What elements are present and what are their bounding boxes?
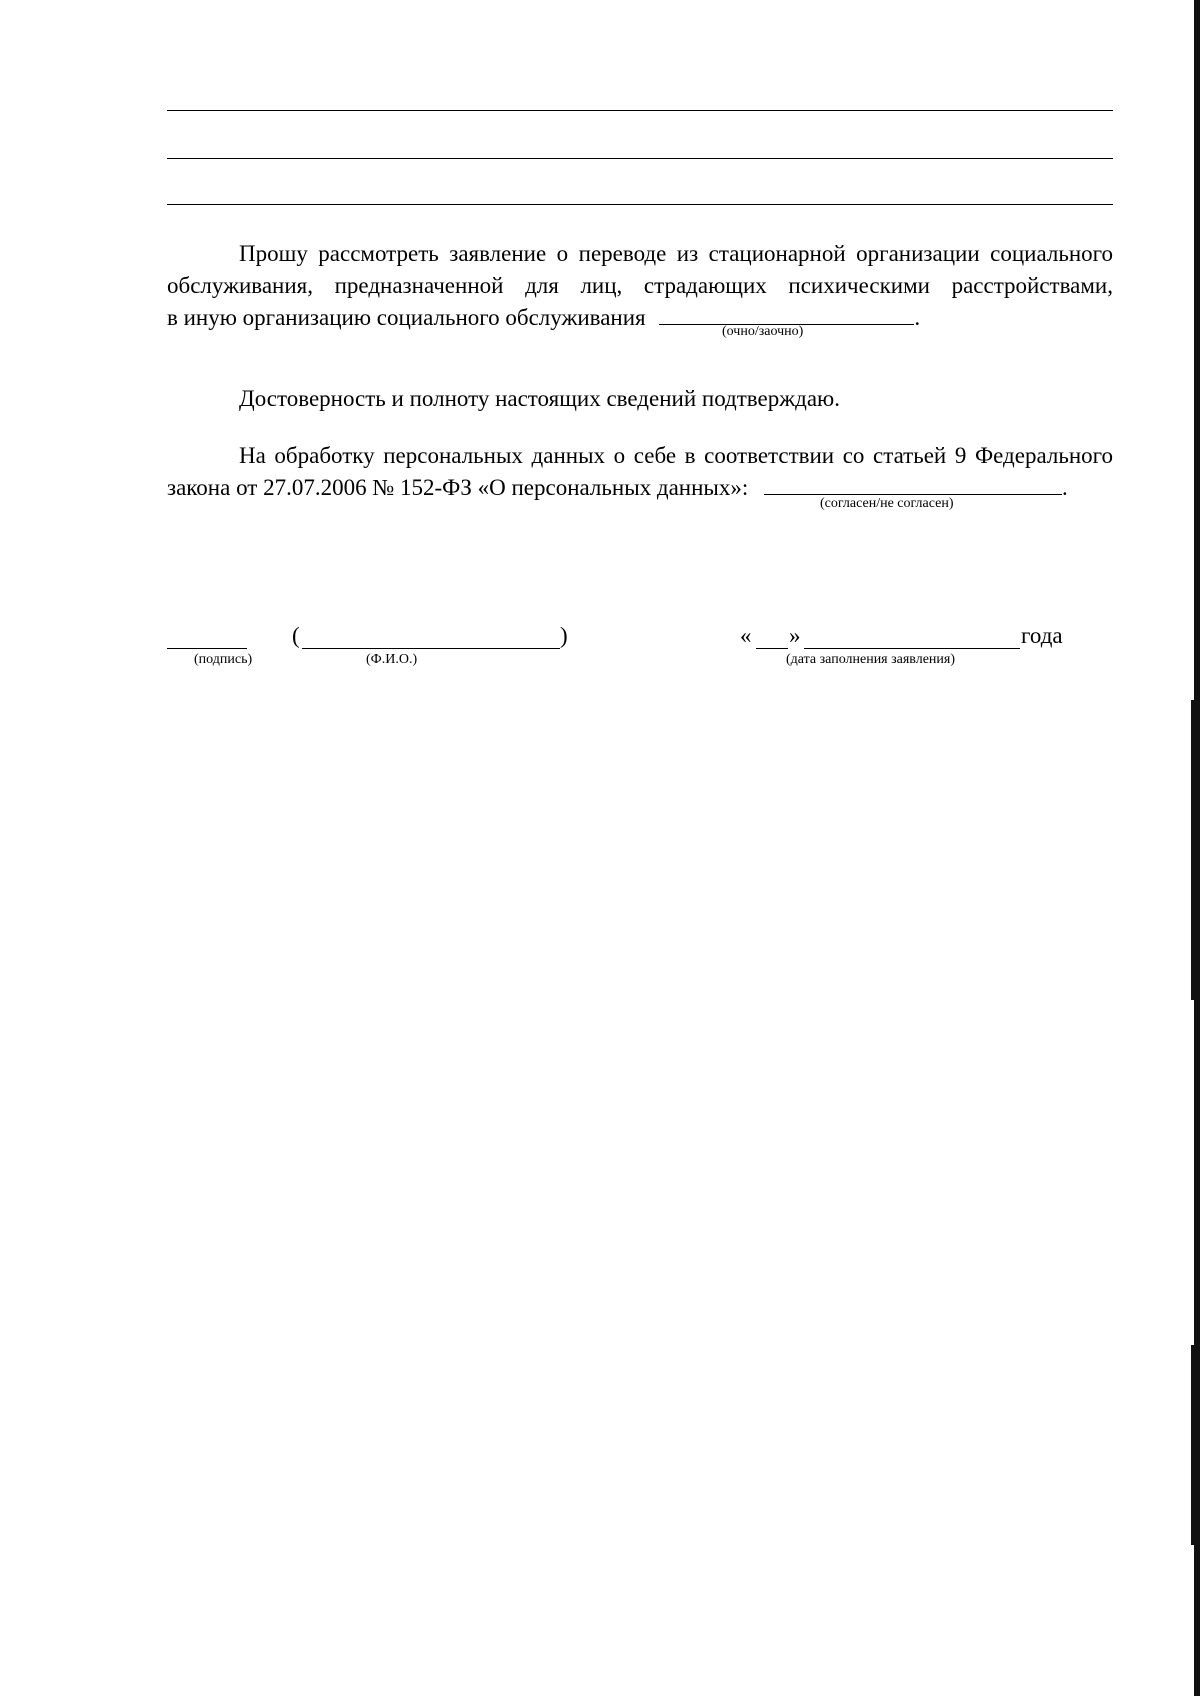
request-paragraph: [167, 238, 1113, 334]
form-mode-field[interactable]: [659, 302, 914, 325]
form-mode-caption: (очно/заочно): [722, 324, 804, 339]
day-quote-close: »: [789, 623, 801, 648]
signature-caption: (подпись): [194, 652, 253, 667]
month-year-field[interactable]: [804, 626, 1020, 649]
fio-caption: (Ф.И.О.): [366, 652, 418, 667]
date-caption: (дата заполнения заявления): [786, 652, 956, 667]
consent-line-1: На обработку персональных данных о себе в соответствии со статьей 9 Федерального: [239, 443, 1113, 468]
fio-close-paren: ): [560, 623, 568, 648]
fio-field[interactable]: [302, 626, 560, 649]
consent-line-2-text: закона от 27.07.2006 № 152-ФЗ «О персональных данных»:: [167, 475, 749, 500]
year-word: года: [1021, 623, 1063, 648]
day-field[interactable]: [756, 626, 788, 649]
request-line-3: в иную организацию социального обслуживания .: [167, 302, 1113, 334]
scan-edge-dark-segment-lower: [1191, 1345, 1200, 1545]
blank-line-1[interactable]: [167, 110, 1113, 111]
consent-field[interactable]: [764, 472, 1062, 495]
consent-caption: (согласен/не согласен): [820, 496, 954, 511]
signature-field[interactable]: [167, 626, 247, 649]
blank-line-3[interactable]: [167, 204, 1113, 205]
confirmation-text: Достоверность и полноту настоящих сведений подтверждаю.: [239, 386, 840, 411]
request-line-3-text: в иную организацию социального обслуживания: [167, 305, 646, 330]
confirmation-paragraph: [167, 383, 1113, 415]
scan-edge-dark-segment: [1191, 700, 1200, 1000]
fio-open-paren: (: [292, 623, 300, 648]
request-line-1: Прошу рассмотреть заявление о переводе из стационарной организации социального: [239, 241, 1113, 266]
consent-paragraph: [167, 440, 1113, 504]
request-line-2: обслуживания, предназначенной для лиц, страдающих психическими расстройствами,: [167, 273, 1113, 298]
blank-line-2[interactable]: [167, 158, 1113, 159]
consent-line-2: закона от 27.07.2006 № 152-ФЗ «О персональных данных»: .: [167, 472, 1113, 504]
day-quote-open: «: [740, 623, 752, 648]
